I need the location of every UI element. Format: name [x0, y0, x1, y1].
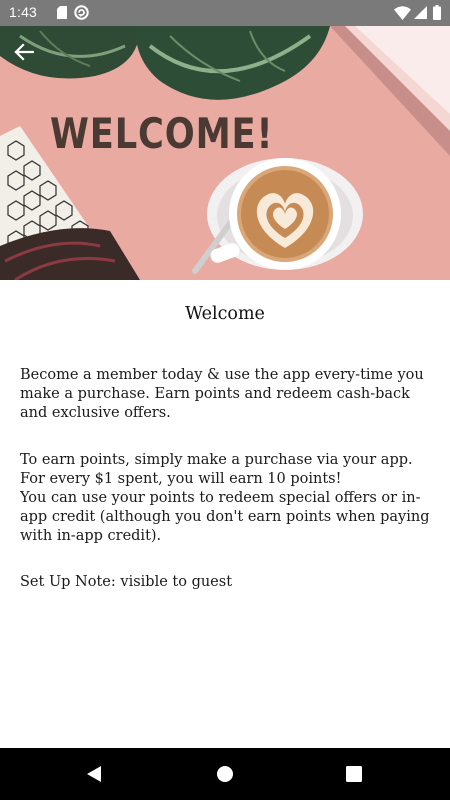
hero-banner [0, 26, 450, 280]
page-title: Welcome [185, 304, 265, 324]
hero-title: WELCOME! [50, 109, 274, 158]
status-time: 1:43 [9, 4, 38, 20]
arrow-left-icon [14, 43, 34, 61]
signal-icon [414, 6, 427, 19]
earn-points-line-2: For every $1 spent, you will earn 10 points! [20, 471, 342, 487]
sd-card-icon [57, 6, 67, 19]
recents-square-icon[interactable] [346, 766, 362, 782]
earn-points-line-1: To earn points, simply make a purchase via your app. [20, 452, 413, 468]
intro-paragraph: Become a member today & use the app every-time you make a purchase. Earn points and redeem cash-back and exclusive offers. [20, 367, 424, 421]
sync-icon [74, 5, 89, 20]
battery-icon [433, 5, 441, 20]
earn-points-paragraph [20, 451, 432, 546]
status-bar [0, 0, 450, 26]
wifi-icon [394, 6, 411, 20]
navigation-bar [0, 748, 450, 800]
setup-note: Set Up Note: visible to guest [20, 574, 233, 590]
back-button[interactable] [14, 43, 44, 73]
earn-points-line-3: You can use your points to redeem special offers or in-app credit (although you don't earn points when paying with in-app credit). [20, 490, 430, 544]
back-triangle-icon[interactable] [85, 765, 103, 783]
home-circle-icon[interactable] [216, 765, 234, 783]
